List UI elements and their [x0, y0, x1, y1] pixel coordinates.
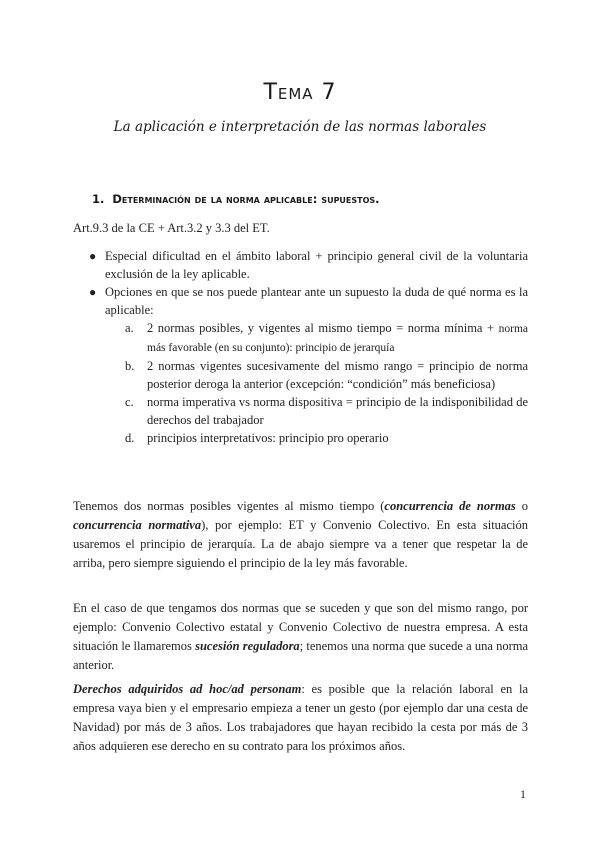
bullet-dot-icon: ● — [89, 285, 97, 299]
sub-item-text: norma imperativa vs norma dispositiva = principio de la indisponibilidad de derechos del trabajador — [147, 395, 528, 427]
sub-item-letter: a. — [125, 321, 134, 335]
text-run: Tenemos dos normas posibles vigentes al mismo tiempo ( — [73, 499, 385, 513]
emphasis-term: concurrencia normativa — [73, 518, 202, 532]
text-run: : es posible que la relación laboral en la empresa vaya bien y el empresario empieza a tener un gesto (por ejemplo dar una cesta de Navidad) por más de 3 años. Los trabajadores que hayan recibido la cesta por más de 3 años adquieren ese derecho en su contrato para los próximos años. — [73, 682, 529, 753]
text-run: ; tenemos una norma que sucede a una norma anterior. — [73, 639, 528, 672]
text-run: En el caso de que tengamos dos normas que se suceden y que son del mismo rango, por ejemplo: Convenio Colectivo estatal y Convenio Colectivo de nuestra empresa. A esta situación le llamaremos — [73, 601, 528, 653]
bullet-dot-icon: ● — [89, 249, 97, 263]
sub-item — [105, 429, 528, 447]
paragraph-derechos — [73, 680, 528, 756]
bullet-list — [73, 247, 528, 447]
emphasis-term: concurrencia de normas — [384, 499, 516, 513]
section-heading — [92, 192, 380, 206]
article-reference: Art.9.3 de la CE + Art.3.2 y 3.3 del ET. — [73, 221, 270, 235]
page-subtitle: La aplicación e interpretación de las normas laborales — [113, 119, 487, 135]
paragraph-sucesion — [73, 599, 528, 675]
sub-item-text-continued: norma más favorable (en su conjunto): principio de jerarquía — [147, 323, 528, 354]
page-title: Tema 7 — [263, 80, 337, 105]
sub-item — [105, 393, 528, 429]
sub-item-letter: b. — [125, 359, 135, 373]
sub-item — [105, 319, 528, 357]
text-run: o — [515, 499, 529, 513]
bullet-item — [73, 247, 528, 283]
sub-item-letter: c. — [125, 395, 134, 409]
sub-list — [105, 319, 528, 447]
page-number: 1 — [520, 787, 526, 801]
section-number: 1. — [92, 192, 105, 206]
sub-item-text: principios interpretativos: principio pro operario — [147, 431, 389, 445]
sub-item-letter: d. — [125, 431, 135, 445]
emphasis-term: sucesión reguladora — [195, 639, 300, 653]
paragraph-concurrencia — [73, 497, 528, 573]
sub-item-text: 2 normas vigentes sucesivamente del mismo rango = principio de norma posterior deroga la anterior (excepción: “condición” más beneficiosa) — [147, 359, 528, 391]
sub-item-text: 2 normas posibles, y vigentes al mismo tiempo = norma mínima + — [147, 321, 495, 335]
text-run: ), por ejemplo: ET y Convenio Colectivo. En esta situación usaremos el principio de jerarquía. La de abajo siempre va a tener que respetar la de arriba, pero siempre siguiendo el principio de la ley más favorable. — [73, 518, 528, 570]
section-heading-text: Determinación de la norma aplicable: supuestos. — [112, 192, 380, 206]
bullet-text: Opciones en que se nos puede plantear ante un supuesto la duda de qué norma es la aplicable: — [105, 285, 528, 317]
emphasis-term: Derechos adquiridos ad hoc/ad personam — [73, 682, 302, 696]
sub-item — [105, 357, 528, 393]
bullet-item — [73, 283, 528, 447]
bullet-text: Especial dificultad en el ámbito laboral + principio general civil de la voluntaria exclusión de la ley aplicable. — [105, 249, 528, 281]
